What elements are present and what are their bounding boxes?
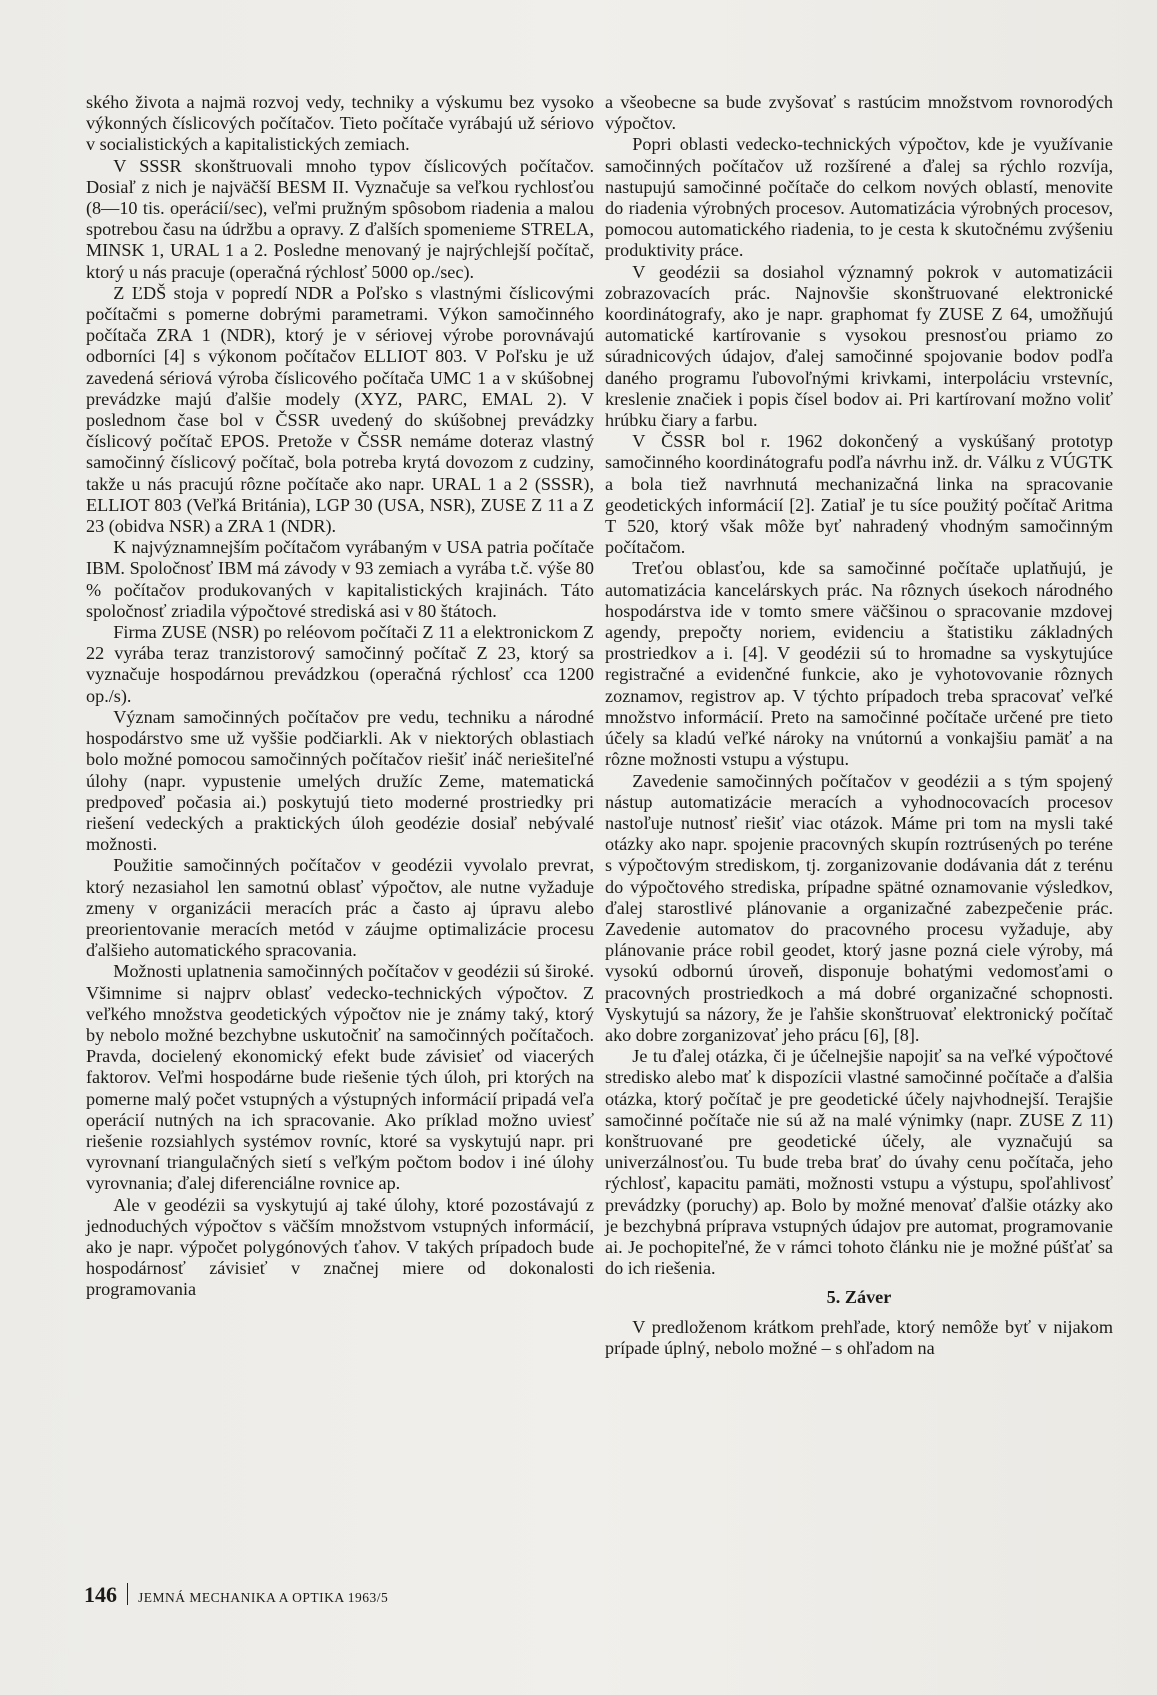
paragraph: Popri oblasti vedecko-technických výpočtov, kde je využívanie samočinných počítačov už rozšírené a ďalej sa rýchlo rozvíja, nastupujú samočinné počítače do celkom nových oblastí, menovite do riadenia výrobných procesov. Automatizácia výrobných procesov, pomocou automatického riadenia, to je cesta k skutočnému zvýšeniu produktivity práce. xyxy=(605,134,1113,261)
paragraph: a všeobecne sa bude zvyšovať s rastúcim množstvom rovnorodých výpočtov. xyxy=(605,92,1113,134)
paragraph: Význam samočinných počítačov pre vedu, techniku a národné hospodárstvo sme už vyššie podčiarkli. Ak v niektorých oblastiach bolo možné pomocou samočinných počítačov riešiť ináč neriešiteľné úlohy (napr. vypustenie umelých družíc Zeme, matematická predpoveď počasia ai.) poskytujú tieto moderné prostriedky pri riešení vedeckých a praktických úloh geodézie dosiaľ nebývalé možnosti. xyxy=(86,706,594,855)
paragraph: K najvýznamnejším počítačom vyrábaným v USA patria počítače IBM. Spoločnosť IBM má závody v 93 zemiach a vyrába t.č. výše 80 % počítačov produkovaných v kapitalistických krajinách. Táto spoločnosť zriadila výpočtové strediská asi v 80 štátoch. xyxy=(86,537,594,621)
left-column xyxy=(86,92,594,1301)
section-heading: 5. Záver xyxy=(826,1287,892,1308)
paragraph: Je tu ďalej otázka, či je účelnejšie napojiť sa na veľké výpočtové stredisko alebo mať k dispozícii vlastné samočinné počítače a ďalšia otázka, ktorý počítač je pre geodetické účely najvhodnejší. Terajšie samočinné počítače nie sú až na malé výnimky (napr. ZUSE Z 11) konštruované pre geodetické účely, ale vyznačujú sa univerzálnosťou. Tu bude treba brať do úvahy cenu počítača, jeho rýchlosť, kapacitu pamäti, možnosti vstupu a výstupu, spoľahlivosť prevádzky (poruchy) ap. Bolo by možné menovať ďalšie otázky ako je bezchybná príprava vstupných údajov pre automat, programovanie ai. Je pochopiteľné, že v rámci tohoto článku nie je možné púšťať sa do ich riešenia. xyxy=(605,1046,1113,1279)
paragraph: V SSSR skonštruovali mnoho typov číslicových počítačov. Dosiaľ z nich je najväčší BESM II. Vyznačuje sa veľkou rychlosťou (8—10 tis. operácií/sec), veľmi pružným spôsobom riadenia a malou spotrebou času na údržbu a opravy. Z ďalších spomenieme STRELA, MINSK 1, URAL 1 a 2. Posledne menovaný je najrýchlejší počítač, ktorý u nás pracuje (operačná rýchlosť 5000 op./sec). xyxy=(86,155,594,282)
paragraph: V predloženom krátkom prehľade, ktorý nemôže byť v nijakom prípade úplný, nebolo možné – s ohľadom na xyxy=(605,1316,1113,1358)
paragraph: Firma ZUSE (NSR) po reléovom počítači Z 11 a elektronickom Z 22 vyrába teraz tranzistorový samočinný počítač Z 23, ktorý sa vyznačuje hospodárnou prevádzkou (operačná rýchlosť cca 1200 op./s). xyxy=(86,622,594,706)
page-footer xyxy=(84,1580,388,1608)
paragraph: Použitie samočinných počítačov v geodézii vyvolalo prevrat, ktorý nezasiahol len samotnú oblasť výpočtov, ale nutne vyžaduje zmeny v organizácii meracích prác a často aj úpravu alebo preorientovanie meracích metód v záujme optimalizácie procesu ďalšieho automatického spracovania. xyxy=(86,855,594,961)
paragraph: Ale v geodézii sa vyskytujú aj také úlohy, ktoré pozostávajú z jednoduchých výpočtov s väčším množstvom vstupných informácií, ako je napr. výpočet polygónových ťahov. V takých prípadoch bude hospodárnosť závisieť v značnej miere od dokonalosti programovania xyxy=(86,1194,594,1300)
paragraph: V ČSSR bol r. 1962 dokončený a vyskúšaný prototyp samočinného koordinátografu podľa návrhu inž. dr. Válku z VÚGTK a bola tiež navrhnutá mechanizačná linka na spracovanie geodetických informácií [2]. Zatiaľ je tu síce použitý počítač Aritma T 520, ktorý však môže byť nahradený vhodným samočinným počítačom. xyxy=(605,431,1113,558)
journal-name: JEMNÁ MECHANIKA A OPTIKA 1963/5 xyxy=(138,1590,389,1605)
paragraph: Z ĽDŠ stoja v popredí NDR a Poľsko s vlastnými číslicovými počítačmi s pomerne dobrými parametrami. Výkon samočinného počítača ZRA 1 (NDR), ktorý je v sériovej výrobe porovnávajú odborníci [4] s výkonom počítačov ELLIOT 803. V Poľsku je už zavedená sériová výroba číslicového počítača UMC 1 a v skúšobnej prevádzke majú ďalšie modely (XYZ, PARC, EMAL 2). V poslednom čase bol v ČSSR uvedený do skúšobnej prevádzky číslicový počítač EPOS. Pretože v ČSSR nemáme doteraz vlastný samočinný číslicový počítač, bola potreba krytá dovozom z cudziny, takže u nás pracujú rôzne počítače ako napr. URAL 1 a 2 (SSSR), ELLIOT 803 (Veľká Británia), LGP 30 (USA, NSR), ZUSE Z 11 a Z 23 (obidva NSR) a ZRA 1 (NDR). xyxy=(86,282,594,537)
paragraph: Možnosti uplatnenia samočinných počítačov v geodézii sú široké. Všimnime si najprv oblasť vedecko-technických výpočtov. Z veľkého množstva geodetických výpočtov nie je známy taký, ktorý by nebolo možné bezchybne uskutočniť na samočinných počítačoch. Pravda, docielený ekonomický efekt bude závisieť od viacerých faktorov. Veľmi hospodárne bude riešenie tých úloh, pri ktorých na pomerne malý počet vstupných a výstupných informácií pripadá veľa operácií nutných na ich spracovanie. Ako príklad možno uviesť riešenie rozsiahlych systémov rovníc, ktoré sa vyskytujú napr. pri vyrovnaní triangulačných sietí s veľkým počtom bodov i iné úlohy vyrovnania; ďalej diferenciálne rovnice ap. xyxy=(86,961,594,1194)
paragraph: V geodézii sa dosiahol významný pokrok v automatizácii zobrazovacích prác. Najnovšie skonštruované elektronické koordinátografy, ako je napr. graphomat fy ZUSE Z 64, umožňujú automatické kartírovanie s vysokou presnosťou priamo zo súradnicových údajov, ďalej samočinné spojovanie bodov podľa daného programu ľubovoľnými krivkami, interpoláciu vrstevníc, kreslenie značiek i popis čísel bodov ai. Pri kartírovaní možno voliť hrúbku čiary a farbu. xyxy=(605,261,1113,431)
paragraph: Treťou oblasťou, kde sa samočinné počítače uplatňujú, je automatizácia kancelárskych prác. Na rôznych úsekoch národného hospodárstva ide v tomto smere väčšinou o spracovanie mzdovej agendy, prepočty noriem, evidenciu a štatistiku základných prostriedkov a i. [4]. V geodézii sú to hromadne sa vyskytujúce registračné a evidenčné funkcie, ako je vyhotovovanie rôznych zoznamov, registrov ap. V týchto prípadoch treba spracovať veľké množstvo informácií. Preto na samočinné počítače určené pre tieto účely sa kladú veľké nároky na vnútornú a vonkajšiu pamäť a na rôzne možnosti vstupu a výstupu. xyxy=(605,558,1113,770)
paragraph: ského života a najmä rozvoj vedy, techniky a výskumu bez vysoko výkonných číslicových počítačov. Tieto počítače vyrábajú už sériovo v socialistických a kapitalistických zemiach. xyxy=(86,92,594,155)
footer-divider xyxy=(127,1583,128,1605)
right-column xyxy=(605,92,1113,1359)
page-number: 146 xyxy=(84,1582,117,1607)
paragraph: Zavedenie samočinných počítačov v geodézii a s tým spojený nástup automatizácie meracích a vyhodnocovacích procesov nastoľuje nutnosť riešiť viac otázok. Máme pri tom na mysli také otázky ako napr. spojenie pracovných skupín roztrúsených po teréne s výpočtovým strediskom, tj. zorganizovanie dodávania dát z terénu do výpočtového strediska, prípadne spätné oznamovanie výsledkov, ďalej starostlivé plánovanie a organizačné zabezpečenie prác. Zavedenie automatov do pracovného procesu vyžaduje, aby plánovanie práce robil geodet, ktorý jasne pozná ciele výroby, má vysokú odbornú úroveň, disponuje bohatými vedomosťami o pracovných prostriedkoch a má dobré organizačné schopnosti. Vyskytujú sa názory, že je ľahšie skonštruovať elektronický počítač ako dobre zorganizovať jeho prácu [6], [8]. xyxy=(605,770,1113,1045)
